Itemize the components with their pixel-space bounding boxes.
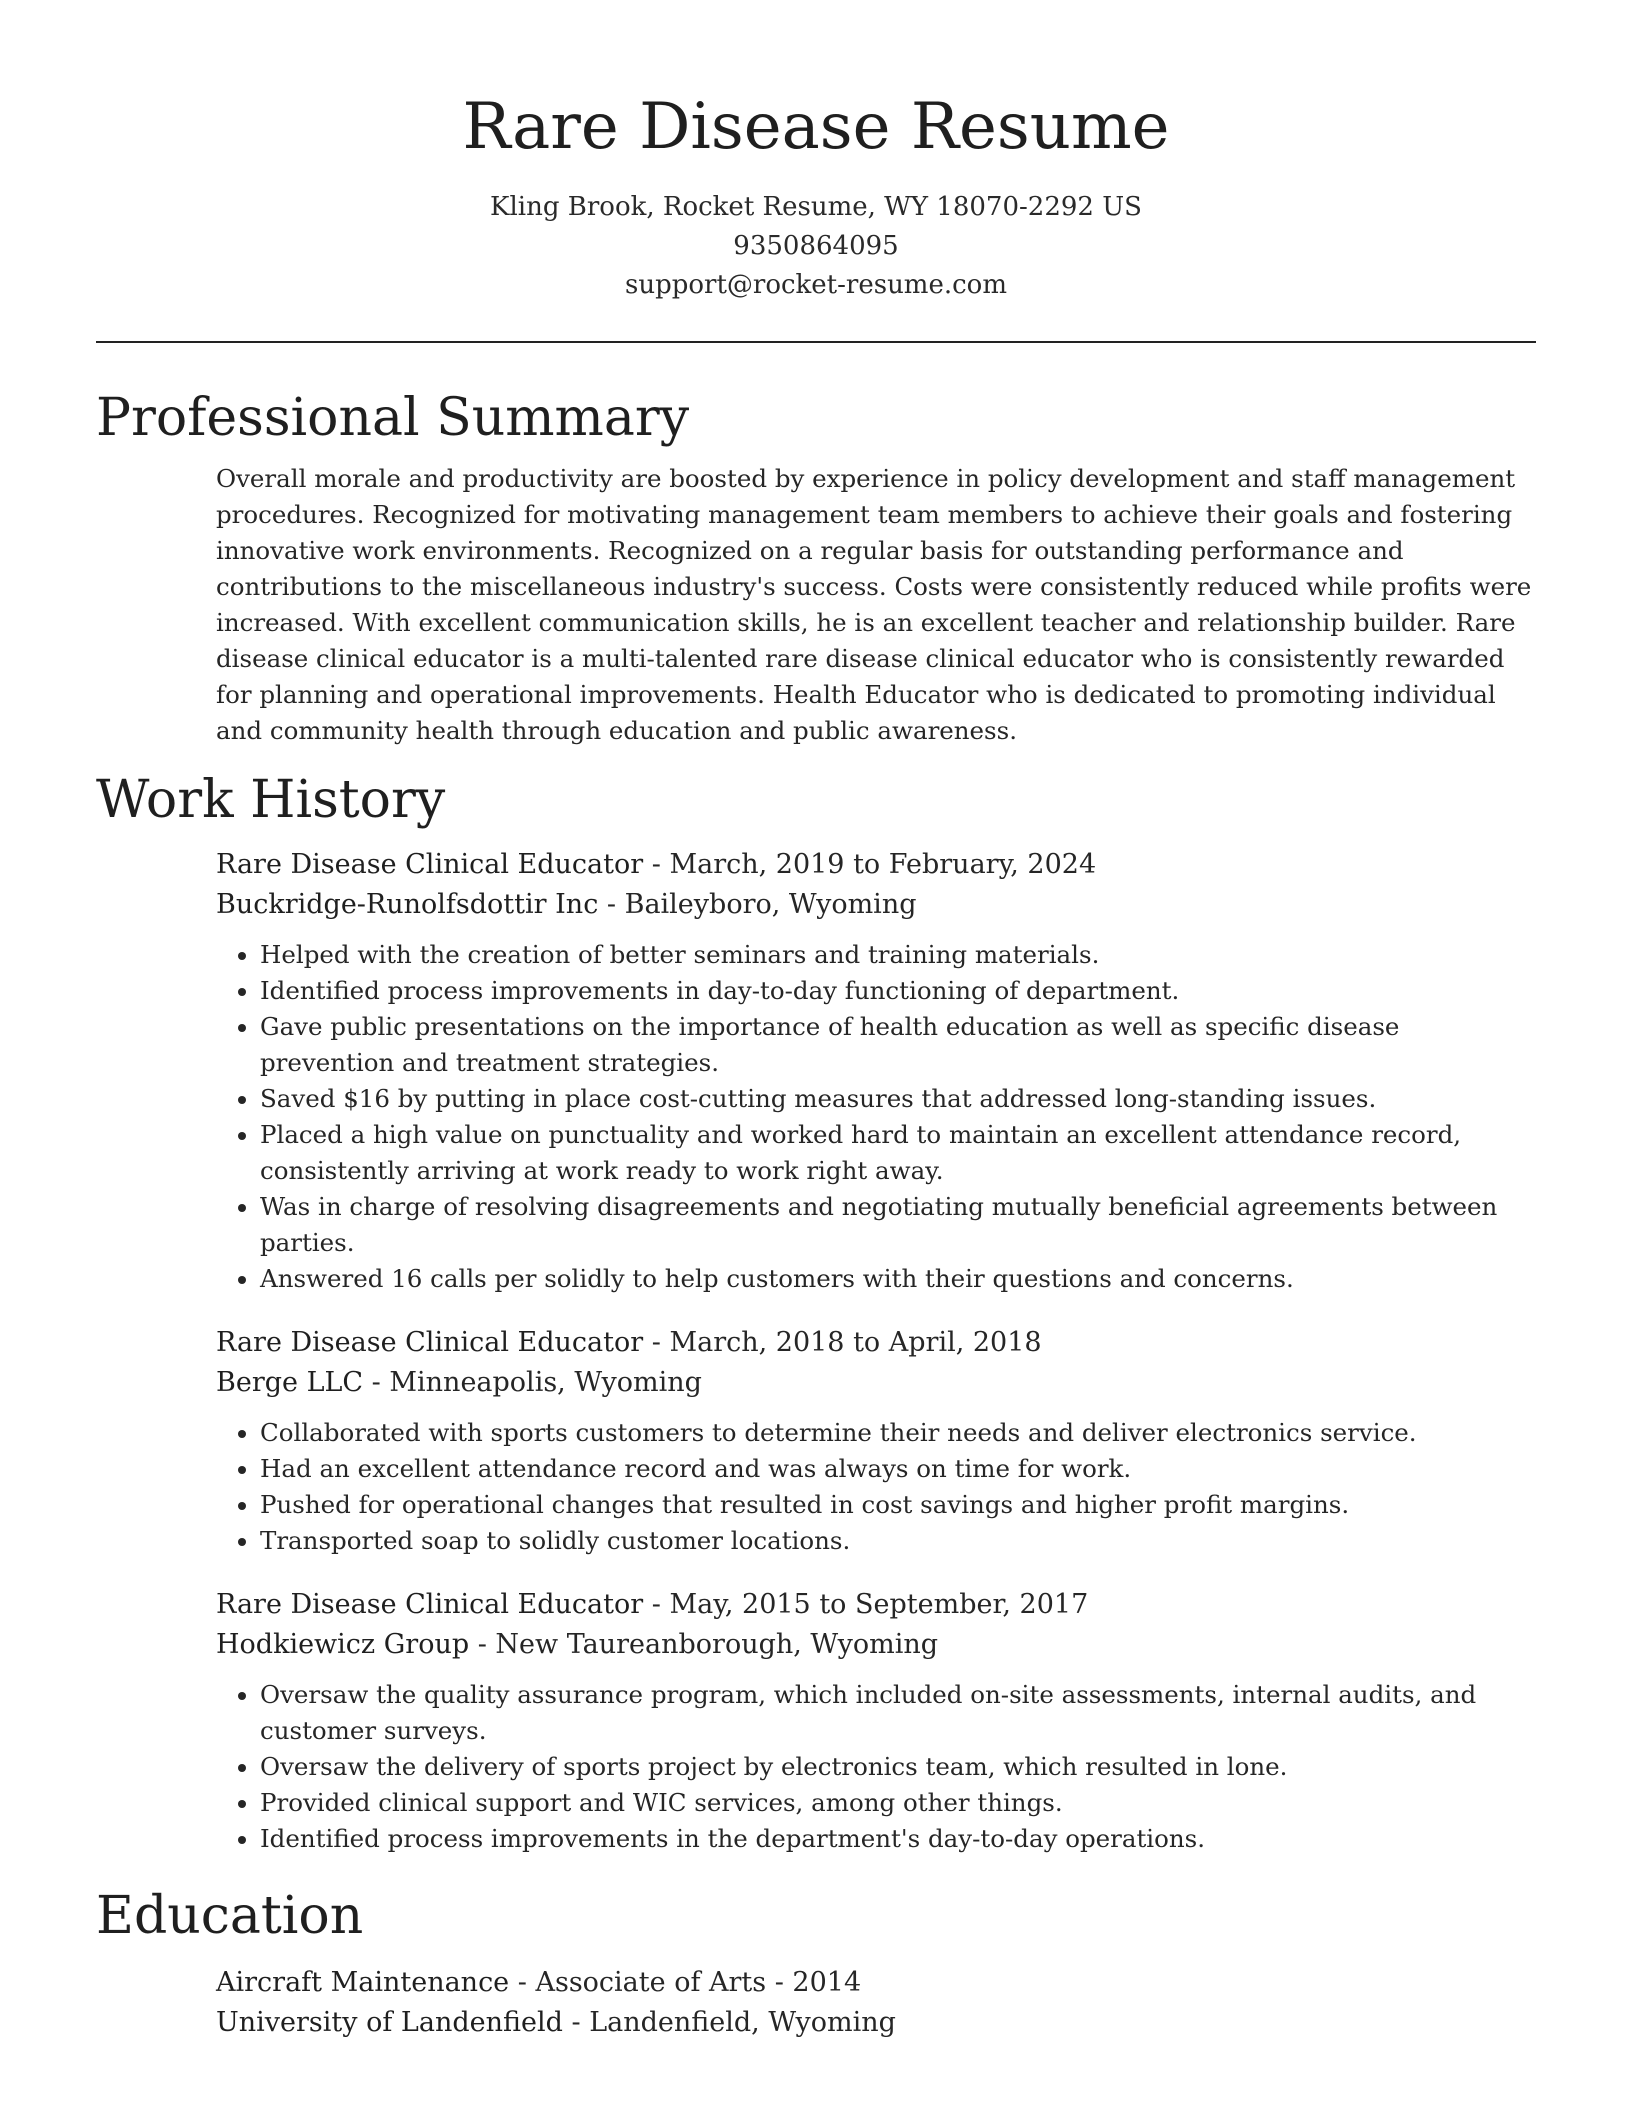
education-degree-year: - Associate of Arts - 2014 <box>509 1967 862 1998</box>
bullet-item: • Oversaw the quality assurance program, which included on-site assessments, internal audits, and customer surveys. <box>260 1677 1536 1749</box>
bullet-item: • Transported soap to solidly customer locations. <box>260 1523 1536 1559</box>
email: support@rocket-resume.com <box>624 270 1007 300</box>
bullet-item: • Identified process improvements in the department's day-to-day operations. <box>260 1821 1536 1857</box>
bullet-item: • Gave public presentations on the importance of health education as well as specific disease prevention and treatment strategies. <box>260 1009 1536 1081</box>
bullet-item: • Identified process improvements in day-to-day functioning of department. <box>260 973 1536 1009</box>
summary-section <box>96 385 1536 749</box>
job-location: - New Taureanborough, Wyoming <box>469 1629 939 1660</box>
bullet-item: • Answered 16 calls per solidly to help customers with their questions and concerns. <box>260 1261 1536 1297</box>
bullet-item: • Was in charge of resolving disagreements and negotiating mutually beneficial agreements between parties. <box>260 1189 1536 1261</box>
bullet-item: • Saved $16 by putting in place cost-cutting measures that addressed long-standing issues. <box>260 1081 1536 1117</box>
bullet-item: • Helped with the creation of better seminars and training materials. <box>260 937 1536 973</box>
address: Kling Brook, Rocket Resume, WY 18070-2292 US <box>490 192 1142 222</box>
job-company-line <box>216 1363 1536 1403</box>
job-company: Buckridge-Runolfsdottir Inc <box>216 889 599 920</box>
summary-text: Overall morale and productivity are boosted by experience in policy development and staff management procedures. Recognized for motivating management team members to achieve their goals and fostering innovative work environments. Recognized on a regular basis for outstanding performance and contributions to the miscellaneous industry's success. Costs were consistently reduced while profits were increased. With excellent communication skills, he is an excellent teacher and relationship builder. Rare disease clinical educator is a multi-talented rare disease clinical educator who is consistently rewarded for planning and operational improvements. Health Educator who is dedicated to promoting individual and community health through education and public awareness. <box>216 464 1532 745</box>
job-entry <box>216 1323 1536 1559</box>
resume-name: Rare Disease Resume <box>462 90 1170 164</box>
job-role: Rare Disease Clinical Educator <box>216 1327 644 1358</box>
work-section <box>96 767 1536 1857</box>
job-bullets <box>216 1415 1536 1559</box>
job-title-line <box>216 845 1536 885</box>
job-company: Hodkiewicz Group <box>216 1629 470 1660</box>
job-role: Rare Disease Clinical Educator <box>216 1589 644 1620</box>
education-title: Education <box>96 1886 364 1946</box>
education-entry <box>216 1963 1536 2043</box>
summary-title: Professional Summary <box>96 388 690 448</box>
job-title-line <box>216 1323 1536 1363</box>
job-entry <box>216 1585 1536 1857</box>
resume-header <box>96 0 1536 305</box>
education-section <box>96 1883 1536 2043</box>
education-degree-line <box>216 1963 1536 2003</box>
job-company: Berge LLC <box>216 1367 364 1398</box>
job-entry <box>216 845 1536 1297</box>
job-bullets <box>216 1677 1536 1857</box>
bullet-item: • Provided clinical support and WIC services, among other things. <box>260 1785 1536 1821</box>
bullet-item: • Had an excellent attendance record and was always on time for work. <box>260 1451 1536 1487</box>
education-location: - Landenfield, Wyoming <box>562 2007 896 2038</box>
job-role: Rare Disease Clinical Educator <box>216 849 644 880</box>
resume-page <box>96 0 1536 2043</box>
job-location: - Baileyboro, Wyoming <box>598 889 917 920</box>
bullet-item: • Collaborated with sports customers to determine their needs and deliver electronics service. <box>260 1415 1536 1451</box>
phone: 9350864095 <box>733 231 899 261</box>
header-divider <box>96 341 1536 343</box>
education-field: Aircraft Maintenance <box>216 1967 510 1998</box>
education-school: University of Landenfield <box>216 2007 563 2038</box>
job-dates: - March, 2018 to April, 2018 <box>643 1327 1042 1358</box>
education-school-line <box>216 2003 1536 2043</box>
contact-block <box>96 188 1536 305</box>
job-company-line <box>216 1625 1536 1665</box>
job-bullets <box>216 937 1536 1297</box>
bullet-item: • Oversaw the delivery of sports project by electronics team, which resulted in lone. <box>260 1749 1536 1785</box>
job-company-line <box>216 885 1536 925</box>
work-title: Work History <box>96 770 446 830</box>
job-title-line <box>216 1585 1536 1625</box>
job-dates: - May, 2015 to September, 2017 <box>643 1589 1089 1620</box>
bullet-item: • Placed a high value on punctuality and worked hard to maintain an excellent attendance record, consistently arriving at work ready to work right away. <box>260 1117 1536 1189</box>
job-location: - Minneapolis, Wyoming <box>363 1367 702 1398</box>
job-dates: - March, 2019 to February, 2024 <box>643 849 1097 880</box>
bullet-item: • Pushed for operational changes that resulted in cost savings and higher profit margins. <box>260 1487 1536 1523</box>
